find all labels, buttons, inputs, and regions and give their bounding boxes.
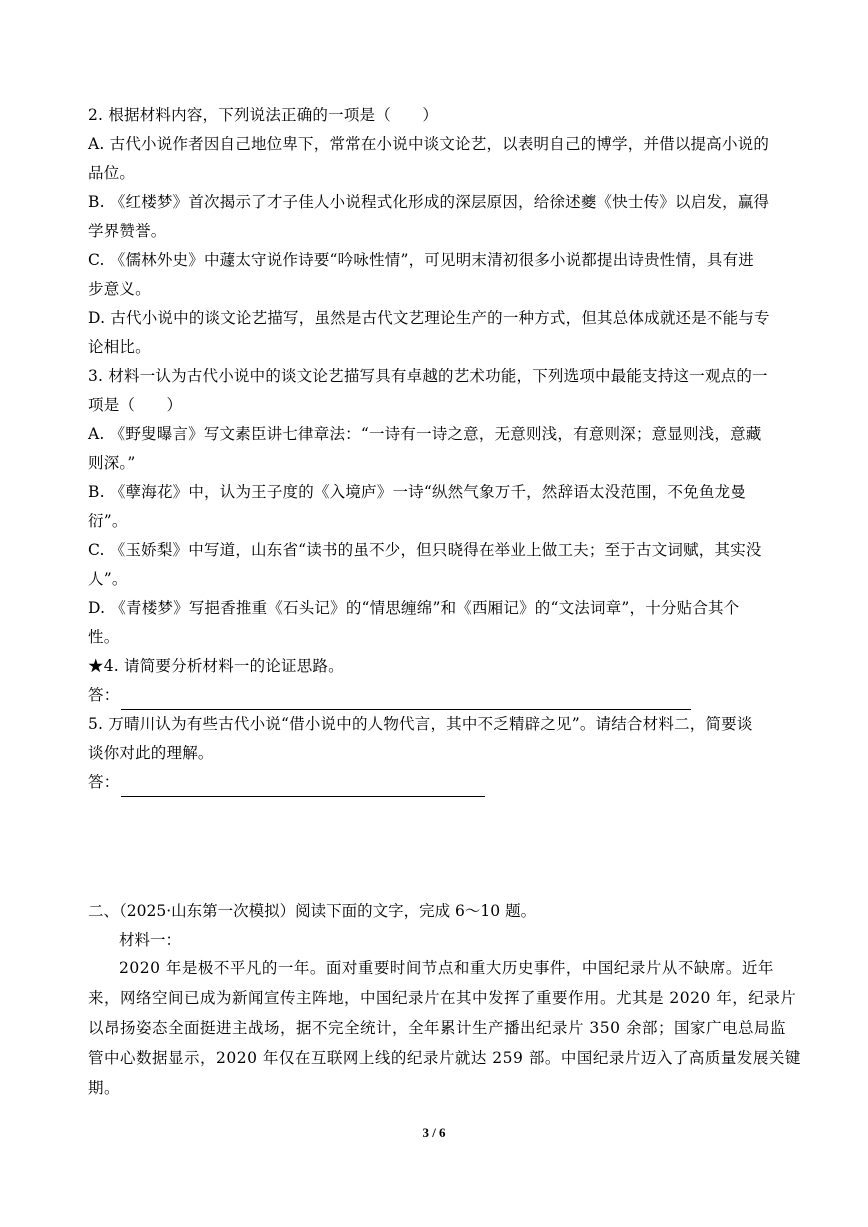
q2-stem: 2. 根据材料内容，下列说法正确的一项是（ ） — [88, 106, 439, 124]
passage-line: 以昂扬姿态全面挺进主战场，据不完全统计，全年累计生产播出纪录片 350 余部；国家广电总局监 — [88, 1019, 786, 1037]
q4-answer-row — [88, 681, 788, 710]
q2-option-a: A. 古代小说作者因自己地位卑下，常常在小说中谈文论艺，以表明自己的博学，并借以提高小说的 — [88, 135, 770, 153]
material-one-passage — [88, 953, 801, 1103]
q5-answer-label: 答： — [88, 773, 120, 791]
q5-stem-cont: 谈你对此的理解。 — [88, 744, 214, 762]
q3-option-a-cont: 则深。” — [88, 454, 136, 472]
passage-line: 管中心数据显示，2020 年仅在互联网上线的纪录片就达 259 部。中国纪录片迈入了高质量发展关键 — [88, 1049, 801, 1067]
q3-option-b-cont: 衍”。 — [88, 512, 128, 530]
q4-stem: ★4. 请简要分析材料一的论证思路。 — [88, 657, 344, 675]
q3-option-b: B. 《孽海花》中，认为王子度的《入境庐》一诗“纵然气象万千，然辞语太没范围，不免鱼龙曼 — [88, 483, 746, 501]
q5-stem: 5. 万晴川认为有些古代小说“借小说中的人物代言，其中不乏精辟之见”。请结合材料二，简要谈 — [88, 715, 753, 733]
q4-answer-line[interactable] — [121, 687, 691, 710]
q2-option-d: D. 古代小说中的谈文论艺描写，虽然是古代文艺理论生产的一种方式，但其总体成就还是不能与专 — [88, 309, 770, 327]
q5-answer-row — [88, 768, 788, 797]
q2-option-b-cont: 学界赞誉。 — [88, 222, 167, 240]
passage-line: 2020 年是极不平凡的一年。面对重要时间节点和重大历史事件，中国纪录片从不缺席。近年 — [119, 959, 774, 977]
material-one-label: 材料一： — [119, 931, 182, 949]
q3-option-c-cont: 人”。 — [88, 570, 128, 588]
q5-answer-line[interactable] — [121, 774, 485, 797]
q3-option-d-cont: 性。 — [88, 628, 120, 646]
passage-line: 来，网络空间已成为新闻宣传主阵地，中国纪录片在其中发挥了重要作用。尤其是 2020 年，纪录片 — [88, 989, 797, 1007]
passage-line: 期。 — [88, 1079, 121, 1097]
q2-option-c-cont: 步意义。 — [88, 280, 151, 298]
q2-option-a-cont: 品位。 — [88, 164, 136, 182]
page-number: 3 / 6 — [422, 1125, 446, 1140]
q3-option-a: A. 《野叟曝言》写文素臣讲七律章法：“一诗有一诗之意，无意则浅，有意则深；意显则浅，意藏 — [88, 425, 762, 443]
q3-stem: 3. 材料一认为古代小说中的谈文论艺描写具有卓越的艺术功能，下列选项中最能支持这一观点的一 — [88, 367, 768, 385]
questions-block — [88, 101, 788, 797]
q2-option-b: B. 《红楼梦》首次揭示了才子佳人小说程式化形成的深层原因，给徐述夔《快士传》以启发，赢得 — [88, 193, 770, 211]
q3-option-d: D. 《青楼梦》写挹香推重《石头记》的“情思缠绵”和《西厢记》的“文法词章”，十分贴合其个 — [88, 599, 740, 617]
q3-stem-cont: 项是（ ） — [88, 396, 183, 414]
q2-option-c: C. 《儒林外史》中蘧太守说作诗要“吟咏性情”，可见明末清初很多小说都提出诗贵性情，具有进 — [88, 251, 755, 269]
q4-answer-label: 答： — [88, 686, 120, 704]
section-two — [88, 897, 788, 955]
q3-option-c: C. 《玉娇梨》中写道，山东省“读书的虽不少，但只晓得在举业上做工夫；至于古文词赋，其实没 — [88, 541, 762, 559]
section-two-heading: 二、（2025·山东第一次模拟）阅读下面的文字，完成 6～10 题。 — [88, 902, 537, 920]
q2-option-d-cont: 论相比。 — [88, 338, 151, 356]
